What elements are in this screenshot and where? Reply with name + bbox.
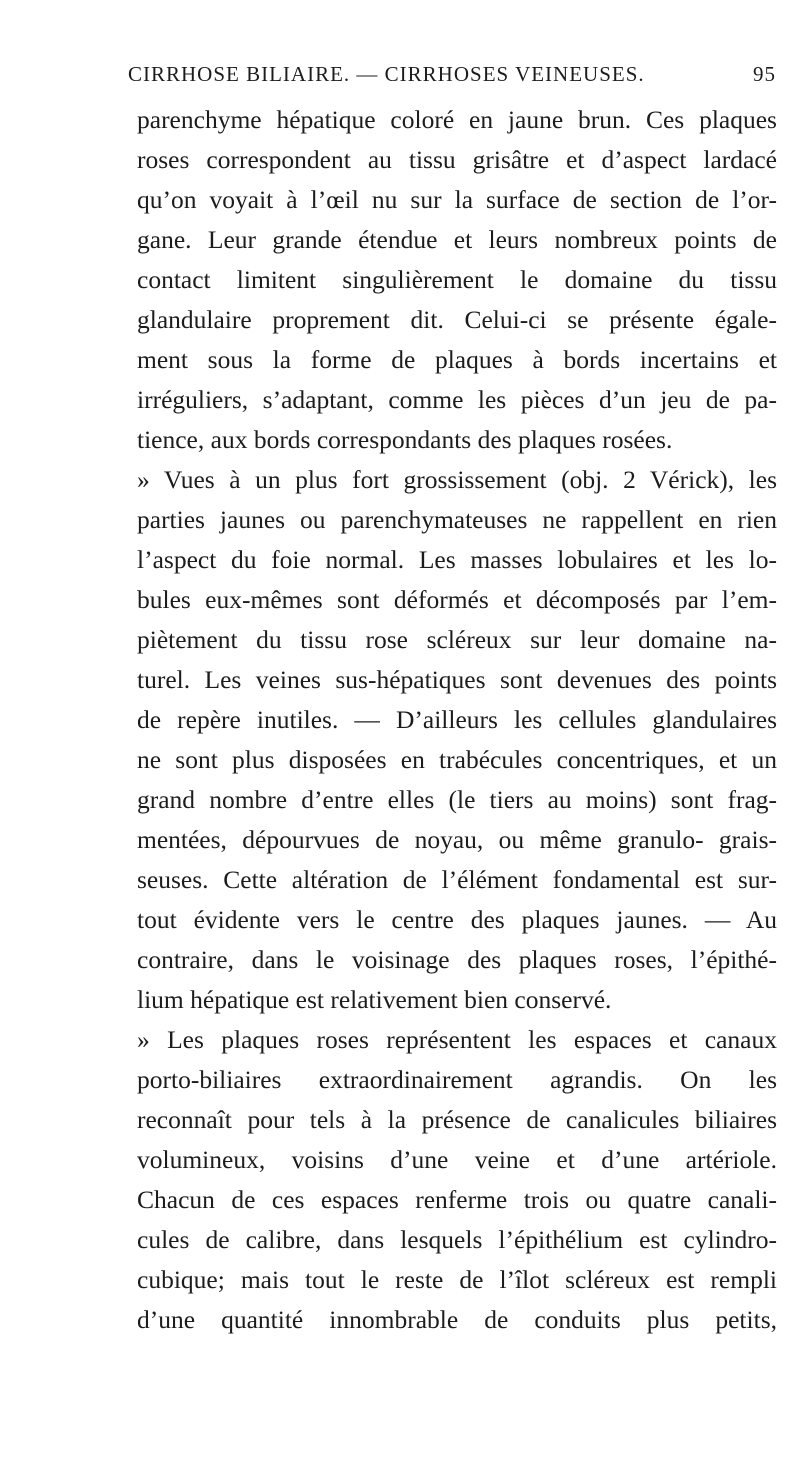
- text-line: ment sous la forme de plaques à bords incertains et: [137, 345, 777, 374]
- text-line: tout évidente vers le centre des plaques jaunes. — Au: [137, 905, 777, 934]
- text-line: porto-biliaires extraordinairement agrandis. On les: [137, 1065, 777, 1094]
- text-line: » Vues à un plus fort grossissement (obj. 2 Vérick), les: [137, 465, 777, 494]
- text-line: Chacun de ces espaces renferme trois ou quatre canali-: [137, 1185, 777, 1214]
- text-line: tience, aux bords correspondants des plaques rosées.: [137, 425, 673, 454]
- text-line: l’aspect du foie normal. Les masses lobulaires et les lo-: [137, 545, 777, 574]
- text-line: seuses. Cette altération de l’élément fondamental est sur-: [137, 865, 777, 894]
- text-line: reconnaît pour tels à la présence de canalicules biliaires: [137, 1105, 777, 1134]
- text-line: irréguliers, s’adaptant, comme les pièces d’un jeu de pa-: [137, 385, 777, 414]
- text-line: glandulaire proprement dit. Celui-ci se présente égale-: [137, 305, 777, 334]
- text-line: volumineux, voisins d’une veine et d’une artériole.: [137, 1145, 777, 1174]
- text-line: contraire, dans le voisinage des plaques roses, l’épithé-: [137, 945, 777, 974]
- text-line: mentées, dépourvues de noyau, ou même granulo- grais-: [137, 825, 777, 854]
- page-number: 95: [753, 62, 776, 86]
- text-line: cules de calibre, dans lesquels l’épithélium est cylindro-: [137, 1225, 777, 1254]
- text-line: qu’on voyait à l’œil nu sur la surface de section de l’or-: [137, 185, 777, 214]
- text-line: lium hépatique est relativement bien conservé.: [137, 985, 612, 1014]
- text-line: ne sont plus disposées en trabécules concentriques, et un: [137, 745, 777, 774]
- text-line: parenchyme hépatique coloré en jaune brun. Ces plaques: [137, 105, 777, 134]
- text-line: roses correspondent au tissu grisâtre et d’aspect lardacé: [137, 145, 777, 174]
- text-line: grand nombre d’entre elles (le tiers au moins) sont frag-: [137, 785, 777, 814]
- text-line: d’une quantité innombrable de conduits plus petits,: [137, 1305, 777, 1334]
- body-text: [137, 100, 777, 1340]
- text-line: turel. Les veines sus-hépatiques sont devenues des points: [137, 665, 777, 694]
- text-line: bules eux-mêmes sont déformés et décomposés par l’em-: [137, 585, 777, 614]
- text-line: parties jaunes ou parenchymateuses ne rappellent en rien: [137, 505, 777, 534]
- running-title: CIRRHOSE BILIAIRE. — CIRRHOSES VEINEUSES.: [128, 62, 645, 86]
- text-line: piètement du tissu rose scléreux sur leur domaine na-: [137, 625, 777, 654]
- text-line: de repère inutiles. — D’ailleurs les cellules glandulaires: [137, 705, 777, 734]
- text-line: gane. Leur grande étendue et leurs nombreux points de: [137, 225, 777, 254]
- text-line: contact limitent singulièrement le domaine du tissu: [137, 265, 777, 294]
- text-line: cubique; mais tout le reste de l’îlot scléreux est rempli: [137, 1265, 777, 1294]
- running-header: [128, 62, 776, 92]
- text-line: » Les plaques roses représentent les espaces et canaux: [137, 1025, 777, 1054]
